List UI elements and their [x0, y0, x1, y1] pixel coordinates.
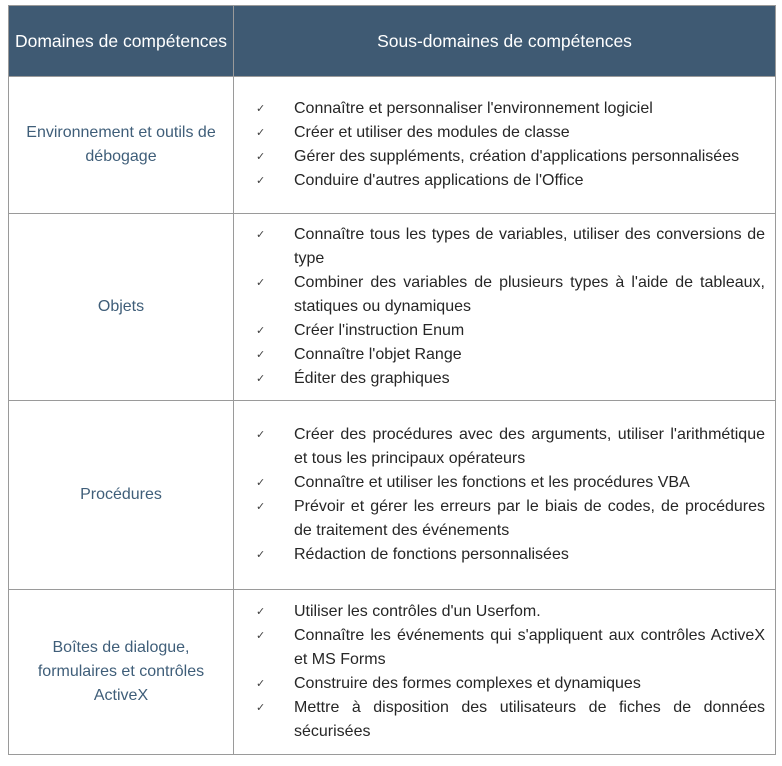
table-row	[9, 77, 776, 214]
item-text: Mettre à disposition des utilisateurs de fiches de données sécurisées	[294, 699, 765, 740]
item-text: Construire des formes complexes et dynamiques	[294, 675, 641, 692]
subdomain-list	[256, 600, 765, 744]
check-icon: ✓	[256, 175, 266, 187]
item-text: Connaître et personnaliser l'environnement logiciel	[294, 100, 653, 117]
list-item	[256, 600, 765, 624]
list-item	[256, 169, 765, 193]
subdomain-cell	[234, 401, 776, 590]
item-text: Utiliser les contrôles d'un Userfom.	[294, 603, 541, 620]
table-row	[9, 590, 776, 755]
list-item	[256, 471, 765, 495]
list-item	[256, 343, 765, 367]
item-text: Éditer des graphiques	[294, 370, 450, 387]
item-text: Conduire d'autres applications de l'Office	[294, 172, 584, 189]
list-item	[256, 97, 765, 121]
check-icon: ✓	[256, 678, 266, 690]
check-icon: ✓	[256, 630, 266, 642]
item-text: Connaître tous les types de variables, utiliser des conversions de type	[294, 226, 765, 267]
check-icon: ✓	[256, 501, 266, 513]
check-icon: ✓	[256, 373, 266, 385]
list-item	[256, 495, 765, 543]
subdomain-cell	[234, 590, 776, 755]
check-icon: ✓	[256, 103, 266, 115]
subdomain-list	[256, 97, 765, 193]
check-icon: ✓	[256, 549, 266, 561]
check-icon: ✓	[256, 429, 266, 441]
header-subdomain: Sous-domaines de compétences	[234, 6, 776, 77]
check-icon: ✓	[256, 229, 266, 241]
list-item	[256, 696, 765, 744]
list-item	[256, 145, 765, 169]
list-item	[256, 223, 765, 271]
item-text: Créer l'instruction Enum	[294, 322, 465, 339]
item-text: Rédaction de fonctions personnalisées	[294, 546, 569, 563]
domain-cell: Environnement et outils de débogage	[9, 77, 234, 214]
domain-cell: Objets	[9, 214, 234, 401]
check-icon: ✓	[256, 349, 266, 361]
list-item	[256, 543, 765, 567]
item-text: Créer des procédures avec des arguments, utiliser l'arithmétique et tous les principaux opérateurs	[294, 426, 765, 467]
list-item	[256, 271, 765, 319]
item-text: Prévoir et gérer les erreurs par le biais de codes, de procédures de traitement des événements	[294, 498, 765, 539]
list-item	[256, 367, 765, 391]
check-icon: ✓	[256, 325, 266, 337]
domain-cell: Boîtes de dialogue, formulaires et contrôles ActiveX	[9, 590, 234, 755]
subdomain-list	[256, 223, 765, 391]
list-item	[256, 423, 765, 471]
item-text: Combiner des variables de plusieurs types à l'aide de tableaux, statiques ou dynamiques	[294, 274, 765, 315]
item-text: Créer et utiliser des modules de classe	[294, 124, 570, 141]
check-icon: ✓	[256, 477, 266, 489]
domain-cell: Procédures	[9, 401, 234, 590]
table-row	[9, 214, 776, 401]
check-icon: ✓	[256, 606, 266, 618]
item-text: Connaître les événements qui s'appliquent aux contrôles ActiveX et MS Forms	[294, 627, 765, 668]
list-item	[256, 319, 765, 343]
check-icon: ✓	[256, 151, 266, 163]
check-icon: ✓	[256, 277, 266, 289]
header-domain: Domaines de compétences	[9, 6, 234, 77]
check-icon: ✓	[256, 127, 266, 139]
subdomain-cell	[234, 214, 776, 401]
item-text: Gérer des suppléments, création d'applications personnalisées	[294, 148, 740, 165]
competence-table	[8, 5, 776, 755]
list-item	[256, 624, 765, 672]
list-item	[256, 672, 765, 696]
table-row	[9, 401, 776, 590]
item-text: Connaître et utiliser les fonctions et les procédures VBA	[294, 474, 690, 491]
header-row	[9, 6, 776, 77]
subdomain-list	[256, 423, 765, 567]
item-text: Connaître l'objet Range	[294, 346, 462, 363]
list-item	[256, 121, 765, 145]
subdomain-cell	[234, 77, 776, 214]
check-icon: ✓	[256, 702, 266, 714]
